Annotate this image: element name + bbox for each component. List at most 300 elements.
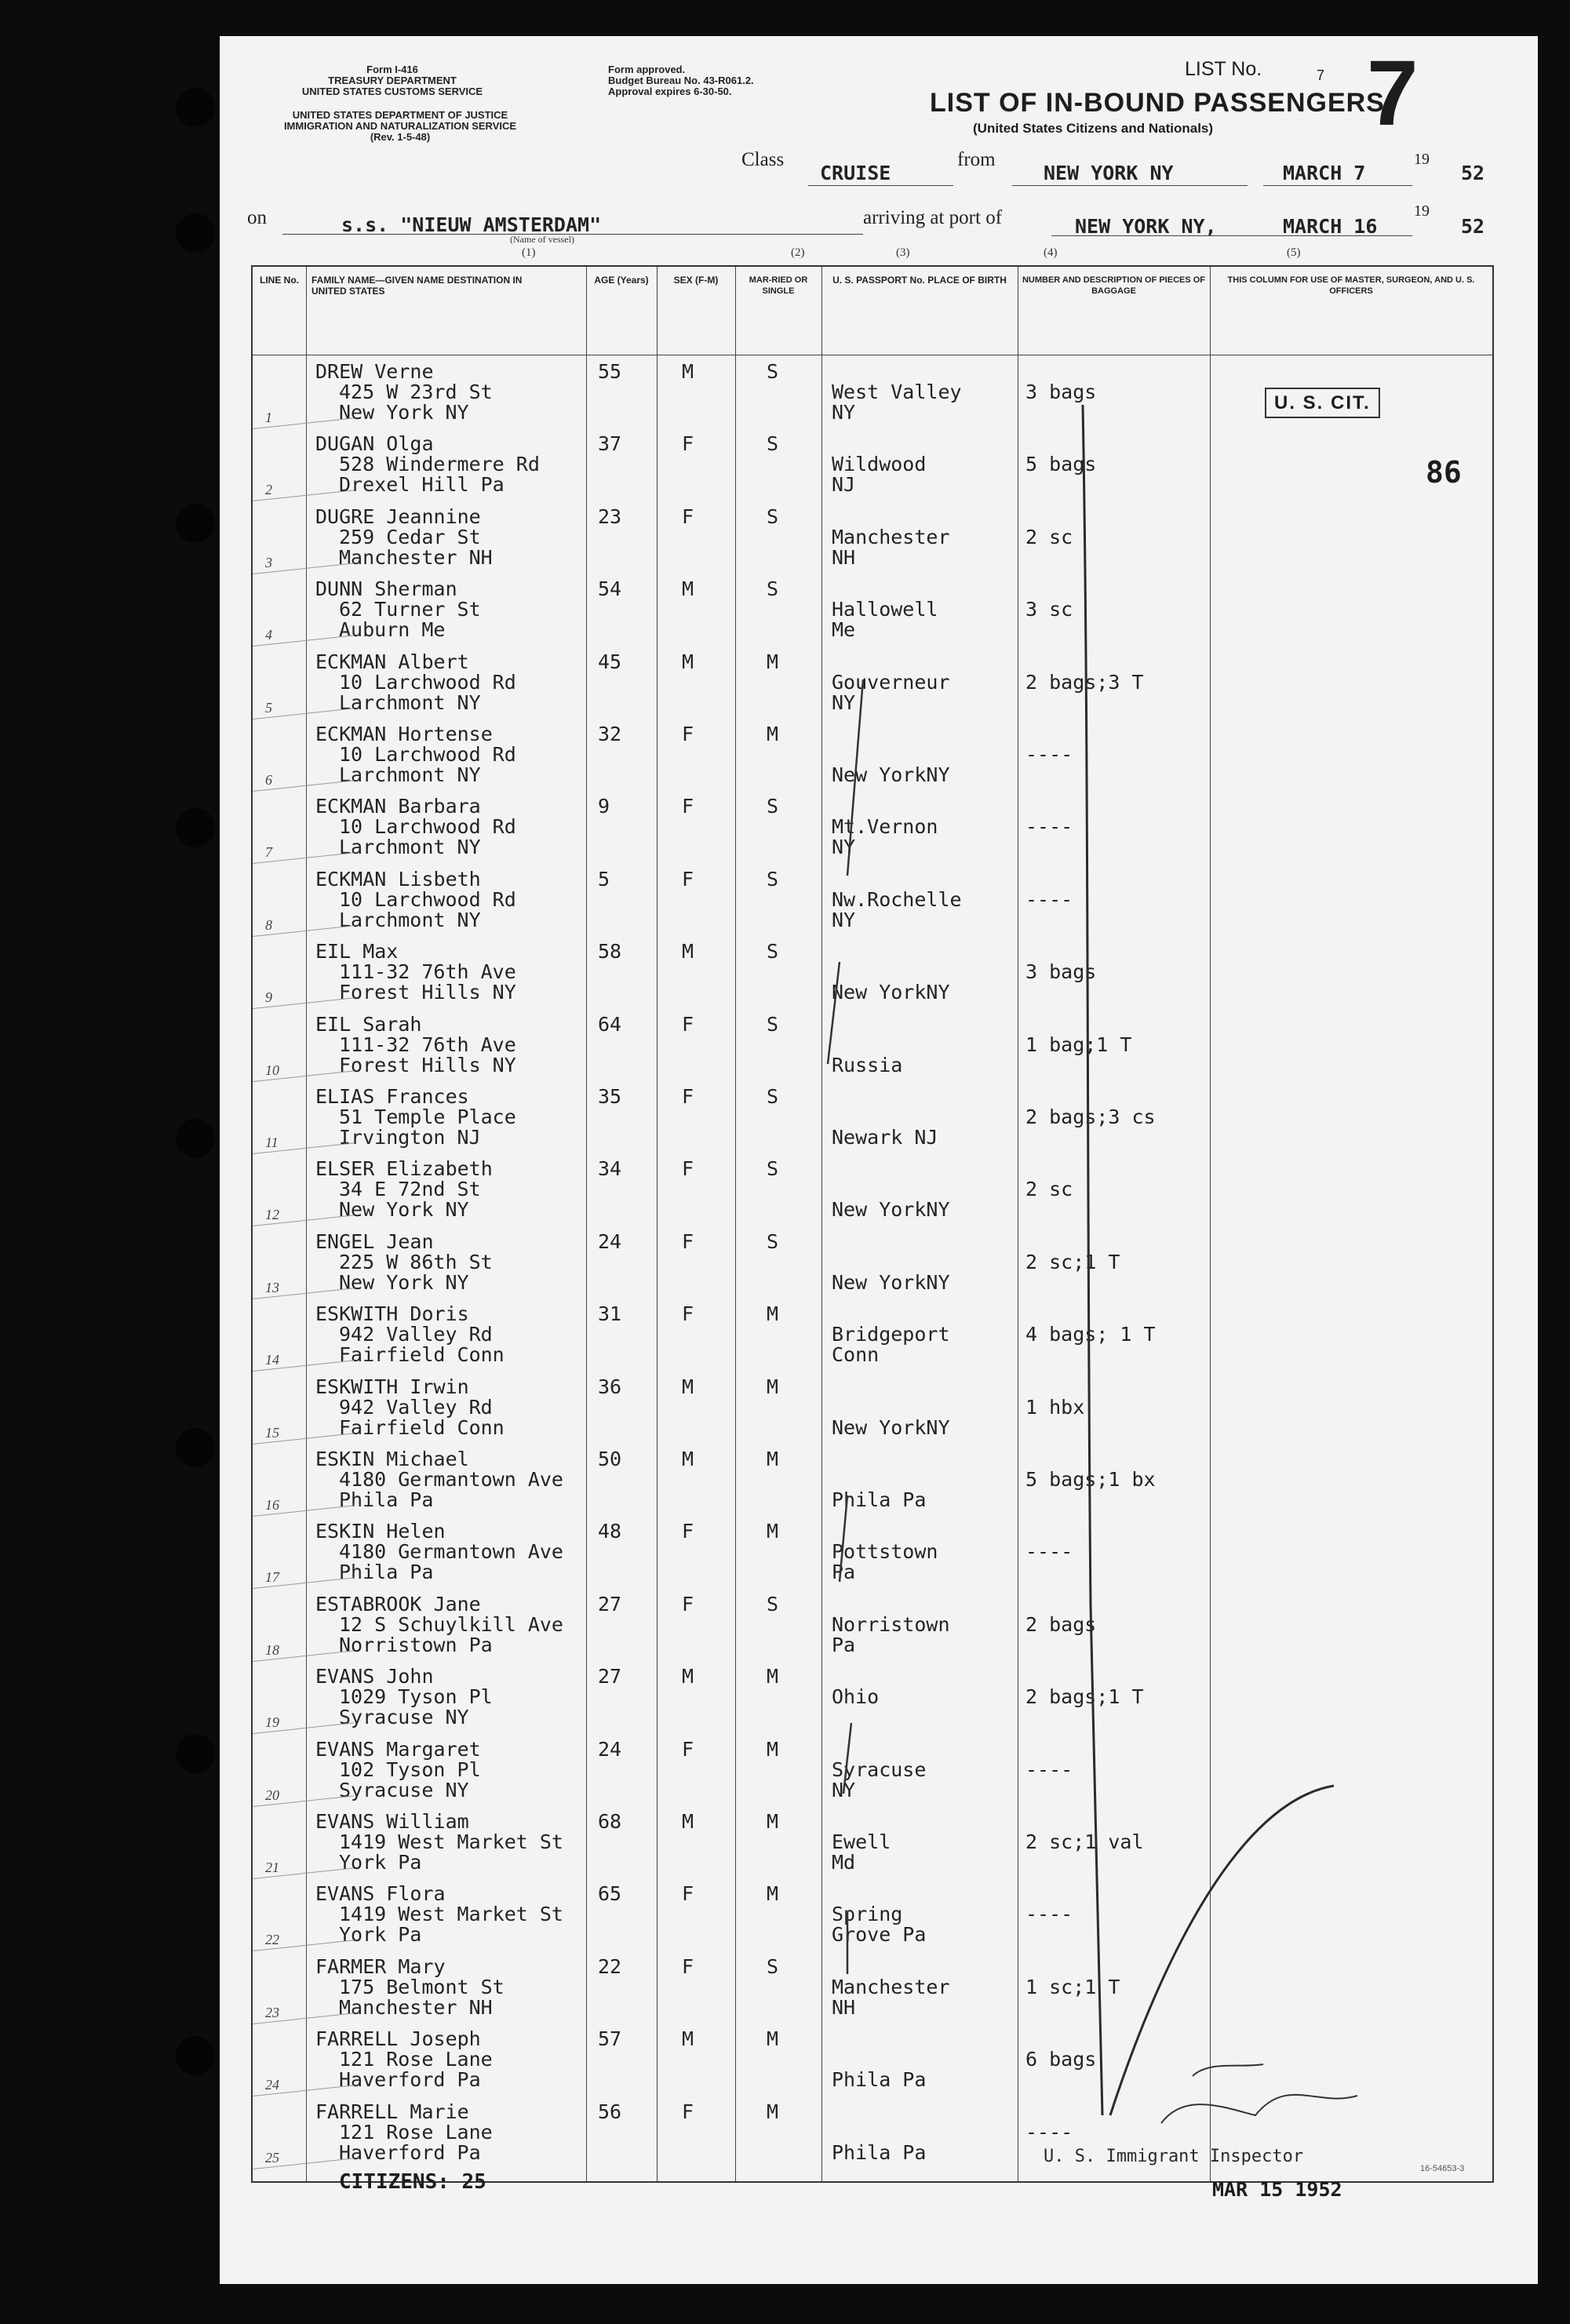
birth-place-line2: NY bbox=[832, 836, 856, 859]
sex-value: F bbox=[682, 1302, 694, 1326]
line-number: 15 bbox=[265, 1424, 279, 1441]
address-city: Haverford Pa bbox=[339, 2140, 481, 2164]
line-number: 6 bbox=[265, 772, 272, 788]
line-number: 4 bbox=[265, 627, 272, 643]
address-city: York Pa bbox=[339, 1851, 422, 1874]
baggage-description: 1 sc;1 T bbox=[1025, 1975, 1120, 1998]
baggage-description: 2 sc bbox=[1025, 525, 1073, 548]
passenger-name: ESTABROOK Jane bbox=[315, 1592, 481, 1616]
column-header-baggage: NUMBER AND DESCRIPTION OF PIECES OF BAGGAGE bbox=[1022, 275, 1206, 296]
birth-place: Bridgeport bbox=[832, 1323, 950, 1346]
birth-place-line2: NY bbox=[832, 1778, 856, 1801]
form-approved: Form approved. bbox=[608, 64, 686, 75]
marital-status: M bbox=[767, 1737, 779, 1761]
baggage-description: 1 bag;1 T bbox=[1025, 1033, 1132, 1056]
birth-place-line2: New YorkNY bbox=[832, 981, 950, 1004]
treasury-department: TREASURY DEPARTMENT bbox=[328, 75, 457, 86]
address-city: Auburn Me bbox=[339, 618, 446, 642]
passenger-name: ECKMAN Hortense bbox=[315, 723, 493, 745]
sex-value: F bbox=[682, 505, 694, 528]
column-number-3: (3) bbox=[896, 246, 910, 259]
baggage-description: ---- bbox=[1025, 1903, 1073, 1926]
marital-status: M bbox=[767, 1665, 779, 1688]
baggage-description: 2 bags;1 T bbox=[1025, 1685, 1144, 1709]
family-bracket-eckman bbox=[847, 679, 863, 876]
citizens-total: CITIZENS: 25 bbox=[339, 2170, 486, 2194]
birth-place-line2: New YorkNY bbox=[832, 763, 950, 786]
baggage-description: ---- bbox=[1025, 815, 1073, 839]
line-number: 23 bbox=[265, 2004, 279, 2020]
address-street: 121 Rose Lane bbox=[339, 2120, 493, 2144]
address-city: Manchester NH bbox=[339, 545, 493, 569]
line-number: 5 bbox=[265, 699, 272, 716]
birth-place-line2: NH bbox=[832, 1995, 856, 2019]
address-street: 10 Larchwood Rd bbox=[339, 815, 516, 839]
birth-place: Spring bbox=[832, 1903, 903, 1926]
birth-place: West Valley bbox=[832, 381, 962, 403]
birth-place: Pottstown bbox=[832, 1540, 938, 1564]
address-city: York Pa bbox=[339, 1923, 422, 1947]
inspector-initials bbox=[1193, 2064, 1263, 2076]
address-city: Phila Pa bbox=[339, 1561, 434, 1584]
address-city: Haverford Pa bbox=[339, 2068, 481, 2092]
on-label: on bbox=[247, 207, 267, 228]
birth-place: Gouverneur bbox=[832, 670, 950, 694]
address-city: Forest Hills NY bbox=[339, 1053, 516, 1076]
sex-value: M bbox=[682, 650, 694, 673]
birth-place-line2: New YorkNY bbox=[832, 1198, 950, 1222]
line-number: 3 bbox=[265, 554, 272, 570]
line-number: 2 bbox=[265, 482, 272, 498]
punch-hole bbox=[176, 1428, 215, 1467]
column-number-2: (2) bbox=[791, 246, 805, 259]
passenger-name: DUGAN Olga bbox=[315, 432, 434, 456]
class-label: Class bbox=[741, 149, 785, 170]
form-code: 16-54653-3 bbox=[1420, 2164, 1465, 2173]
age-value: 45 bbox=[598, 650, 622, 673]
sex-value: F bbox=[682, 1592, 694, 1616]
age-value: 36 bbox=[598, 1375, 622, 1398]
baggage-description: 2 sc;1 val bbox=[1025, 1830, 1144, 1853]
passenger-name: ESKIN Michael bbox=[315, 1448, 469, 1470]
punch-hole bbox=[176, 1119, 215, 1158]
address-street: 121 Rose Lane bbox=[339, 2048, 493, 2071]
marital-status: M bbox=[767, 1882, 779, 1906]
marital-status: M bbox=[767, 723, 779, 745]
sex-value: F bbox=[682, 867, 694, 891]
address-city: Larchmont NY bbox=[339, 908, 481, 931]
marital-status: S bbox=[767, 360, 779, 383]
birth-place: Manchester bbox=[832, 525, 950, 548]
line-number: 14 bbox=[265, 1352, 279, 1368]
age-value: 31 bbox=[598, 1302, 622, 1326]
address-city: Larchmont NY bbox=[339, 763, 481, 786]
age-value: 54 bbox=[598, 577, 622, 601]
sex-value: F bbox=[682, 1954, 694, 1978]
line-number: 19 bbox=[265, 1714, 279, 1731]
handwritten-marks bbox=[220, 36, 1538, 2284]
age-value: 23 bbox=[598, 505, 622, 528]
passenger-name: ECKMAN Barbara bbox=[315, 795, 481, 818]
arrival-year: 52 bbox=[1461, 215, 1485, 238]
age-value: 37 bbox=[598, 432, 622, 456]
sex-value: F bbox=[682, 1882, 694, 1906]
passenger-name: FARRELL Marie bbox=[315, 2100, 469, 2123]
column-header-age: AGE (Years) bbox=[594, 275, 649, 286]
sex-value: F bbox=[682, 1012, 694, 1036]
marital-status: S bbox=[767, 940, 779, 963]
address-street: 1029 Tyson Pl bbox=[339, 1685, 493, 1709]
age-value: 50 bbox=[598, 1448, 622, 1470]
birth-place: Manchester bbox=[832, 1975, 950, 1998]
age-value: 57 bbox=[598, 2027, 622, 2051]
birth-place: Wildwood bbox=[832, 453, 927, 476]
address-street: 942 Valley Rd bbox=[339, 1323, 493, 1346]
arrival-port: NEW YORK NY, bbox=[1075, 215, 1217, 238]
baggage-description: 3 bags bbox=[1025, 960, 1097, 984]
marital-status: M bbox=[767, 2027, 779, 2051]
vessel-caption: (Name of vessel) bbox=[510, 234, 574, 245]
marital-status: M bbox=[767, 1448, 779, 1470]
age-value: 9 bbox=[598, 795, 610, 818]
line-number: 10 bbox=[265, 1062, 279, 1078]
passenger-name: ENGEL Jean bbox=[315, 1229, 434, 1253]
baggage-description: 2 bags bbox=[1025, 1612, 1097, 1636]
passenger-name: ELIAS Frances bbox=[315, 1085, 469, 1108]
birth-place: Hallowell bbox=[832, 598, 938, 621]
marital-status: S bbox=[767, 795, 779, 818]
line-number: 13 bbox=[265, 1279, 279, 1295]
line-number: 22 bbox=[265, 1932, 279, 1948]
column-header-passport: U. S. PASSPORT No. PLACE OF BIRTH bbox=[832, 275, 1007, 286]
arrival-date: MARCH 16 bbox=[1283, 215, 1378, 238]
marital-status: M bbox=[767, 1375, 779, 1398]
baggage-description: 2 bags;3 cs bbox=[1025, 1106, 1156, 1128]
birth-place-line2: New YorkNY bbox=[832, 1415, 950, 1439]
age-value: 56 bbox=[598, 2100, 622, 2123]
passenger-name: ESKWITH Irwin bbox=[315, 1375, 469, 1398]
age-value: 22 bbox=[598, 1954, 622, 1978]
age-value: 64 bbox=[598, 1012, 622, 1036]
address-street: 12 S Schuylkill Ave bbox=[339, 1612, 563, 1636]
birth-place-line2: Md bbox=[832, 1851, 856, 1874]
departure-year: 52 bbox=[1461, 162, 1485, 184]
baggage-description: 4 bags; 1 T bbox=[1025, 1323, 1156, 1346]
line-number: 20 bbox=[265, 1787, 279, 1803]
baggage-description: 2 sc bbox=[1025, 1178, 1073, 1201]
birth-place: Mt.Vernon bbox=[832, 815, 938, 839]
passenger-name: DREW Verne bbox=[315, 360, 434, 383]
passenger-name: ECKMAN Albert bbox=[315, 650, 469, 673]
family-bracket-evans bbox=[843, 1723, 851, 1794]
inspection-date-stamp: MAR 15 1952 bbox=[1212, 2178, 1342, 2201]
sex-value: M bbox=[682, 577, 694, 601]
age-value: 5 bbox=[598, 867, 610, 891]
birth-place-line2: Phila Pa bbox=[832, 1488, 927, 1511]
punch-hole bbox=[176, 2036, 215, 2075]
address-city: Forest Hills NY bbox=[339, 981, 516, 1004]
line-number: 24 bbox=[265, 2077, 279, 2093]
sex-value: F bbox=[682, 1085, 694, 1108]
age-value: 68 bbox=[598, 1810, 622, 1833]
passenger-name: FARRELL Joseph bbox=[315, 2027, 481, 2051]
address-city: Norristown Pa bbox=[339, 1633, 493, 1656]
address-street: 1419 West Market St bbox=[339, 1903, 563, 1926]
line-number: 17 bbox=[265, 1569, 279, 1586]
list-number-large: 7 bbox=[1367, 42, 1419, 145]
marital-status: M bbox=[767, 1520, 779, 1543]
sex-value: M bbox=[682, 1810, 694, 1833]
departure-date: MARCH 7 bbox=[1283, 162, 1366, 184]
line-number: 11 bbox=[265, 1135, 279, 1150]
address-city: New York NY bbox=[339, 1198, 469, 1222]
address-street: 51 Temple Place bbox=[339, 1106, 516, 1128]
column-header-name: FAMILY NAME—GIVEN NAME DESTINATION IN UNITED STATES bbox=[311, 275, 523, 297]
passenger-name: EVANS William bbox=[315, 1810, 469, 1833]
sex-value: M bbox=[682, 360, 694, 383]
passenger-name: ELSER Elizabeth bbox=[315, 1157, 493, 1181]
age-value: 34 bbox=[598, 1157, 622, 1181]
address-city: Syracuse NY bbox=[339, 1706, 469, 1729]
address-city: Syracuse NY bbox=[339, 1778, 469, 1801]
age-value: 58 bbox=[598, 940, 622, 963]
column-number-1: (1) bbox=[522, 246, 536, 259]
address-street: 10 Larchwood Rd bbox=[339, 743, 516, 766]
baggage-description: 5 bags;1 bx bbox=[1025, 1468, 1156, 1491]
page-annotation: 86 bbox=[1426, 455, 1462, 490]
passenger-name: DUNN Sherman bbox=[315, 577, 457, 601]
family-bracket-eil bbox=[828, 962, 840, 1064]
address-city: Irvington NJ bbox=[339, 1126, 481, 1149]
age-value: 55 bbox=[598, 360, 622, 383]
baggage-description: ---- bbox=[1025, 1540, 1073, 1564]
department-of-justice: UNITED STATES DEPARTMENT OF JUSTICE bbox=[292, 109, 508, 121]
birth-place-line2: NJ bbox=[832, 473, 856, 497]
address-street: 62 Turner St bbox=[339, 598, 481, 621]
passenger-name: FARMER Mary bbox=[315, 1954, 446, 1978]
sex-value: F bbox=[682, 723, 694, 745]
address-street: 4180 Germantown Ave bbox=[339, 1468, 563, 1491]
marital-status: S bbox=[767, 1157, 779, 1181]
birth-place: Nw.Rochelle bbox=[832, 887, 962, 911]
birth-place-line2: Newark NJ bbox=[832, 1126, 938, 1149]
column-header-married: MAR-RIED OR SINGLE bbox=[749, 275, 808, 296]
baggage-description: ---- bbox=[1025, 2120, 1073, 2144]
birth-place-line2: Russia bbox=[832, 1053, 903, 1076]
address-street: 942 Valley Rd bbox=[339, 1395, 493, 1419]
passenger-name: EIL Max bbox=[315, 940, 399, 963]
baggage-description: 1 hbx bbox=[1025, 1395, 1085, 1419]
address-street: 10 Larchwood Rd bbox=[339, 887, 516, 911]
sex-value: F bbox=[682, 795, 694, 818]
address-city: Phila Pa bbox=[339, 1488, 434, 1511]
birth-place-line2: Me bbox=[832, 618, 856, 642]
address-city: Fairfield Conn bbox=[339, 1415, 505, 1439]
page-subtitle: (United States Citizens and Nationals) bbox=[973, 121, 1214, 136]
passenger-name: DUGRE Jeannine bbox=[315, 505, 481, 528]
sex-value: F bbox=[682, 2100, 694, 2123]
address-city: New York NY bbox=[339, 1270, 469, 1294]
departure-port: NEW YORK NY bbox=[1044, 162, 1174, 184]
address-street: 111-32 76th Ave bbox=[339, 1033, 516, 1056]
marital-status: S bbox=[767, 1229, 779, 1253]
marital-status: S bbox=[767, 577, 779, 601]
sex-value: M bbox=[682, 1665, 694, 1688]
column-number-5: (5) bbox=[1287, 246, 1301, 259]
address-street: 225 W 86th St bbox=[339, 1250, 493, 1273]
birth-place-line2: NH bbox=[832, 545, 856, 569]
punch-hole bbox=[176, 88, 215, 127]
birth-place: Ohio bbox=[832, 1685, 880, 1709]
passenger-name: EVANS Margaret bbox=[315, 1737, 481, 1761]
marital-status: S bbox=[767, 1085, 779, 1108]
form-revision: (Rev. 1-5-48) bbox=[370, 131, 431, 143]
passenger-name: ECKMAN Lisbeth bbox=[315, 867, 481, 891]
sex-value: M bbox=[682, 1375, 694, 1398]
officer-check-line bbox=[1083, 405, 1102, 2115]
column-number-4: (4) bbox=[1044, 246, 1058, 259]
from-label: from bbox=[957, 149, 996, 170]
address-city: Larchmont NY bbox=[339, 690, 481, 714]
birth-place-line2: Pa bbox=[832, 1633, 856, 1656]
birth-place-line2: Grove Pa bbox=[832, 1923, 927, 1947]
address-street: 425 W 23rd St bbox=[339, 381, 493, 403]
inspector-signature bbox=[1161, 2095, 1357, 2123]
passenger-name: EVANS John bbox=[315, 1665, 434, 1688]
marital-status: S bbox=[767, 867, 779, 891]
baggage-description: 2 sc;1 T bbox=[1025, 1250, 1120, 1273]
birth-place-line2: New YorkNY bbox=[832, 1270, 950, 1294]
birth-place-line2: NY bbox=[832, 690, 856, 714]
sex-value: M bbox=[682, 2027, 694, 2051]
manifest-sheet bbox=[220, 36, 1538, 2284]
age-value: 24 bbox=[598, 1229, 622, 1253]
sex-value: F bbox=[682, 1520, 694, 1543]
column-header-line-no: LINE No. bbox=[260, 275, 299, 286]
family-bracket-eskin bbox=[840, 1495, 847, 1582]
passenger-name: EIL Sarah bbox=[315, 1012, 422, 1036]
sex-value: F bbox=[682, 1229, 694, 1253]
marital-status: S bbox=[767, 505, 779, 528]
punch-hole bbox=[176, 504, 215, 543]
line-number: 9 bbox=[265, 989, 272, 1006]
birth-place: Syracuse bbox=[832, 1758, 927, 1781]
age-value: 35 bbox=[598, 1085, 622, 1108]
inspector-title: U. S. Immigrant Inspector bbox=[1044, 2147, 1304, 2166]
baggage-description: 3 sc bbox=[1025, 598, 1073, 621]
vessel-name: s.s. "NIEUW AMSTERDAM" bbox=[341, 213, 602, 236]
passenger-name: ESKWITH Doris bbox=[315, 1302, 469, 1326]
arriving-label: arriving at port of bbox=[863, 207, 1003, 228]
immigration-service: IMMIGRATION AND NATURALIZATION SERVICE bbox=[283, 120, 517, 132]
marital-status: S bbox=[767, 432, 779, 456]
line-number: 18 bbox=[265, 1641, 279, 1658]
punch-hole bbox=[176, 808, 215, 847]
baggage-description: 5 bags bbox=[1025, 453, 1097, 476]
marital-status: S bbox=[767, 1592, 779, 1616]
marital-status: S bbox=[767, 1954, 779, 1978]
birth-place-line2: NY bbox=[832, 908, 856, 931]
marital-status: M bbox=[767, 650, 779, 673]
birth-place-line2: NY bbox=[832, 401, 856, 424]
form-id: Form I-416 bbox=[366, 64, 418, 75]
age-value: 65 bbox=[598, 1882, 622, 1906]
line-number: 8 bbox=[265, 916, 272, 933]
sex-value: F bbox=[682, 1157, 694, 1181]
punch-hole bbox=[176, 1734, 215, 1773]
address-street: 528 Windermere Rd bbox=[339, 453, 540, 476]
customs-service: UNITED STATES CUSTOMS SERVICE bbox=[301, 86, 483, 97]
list-number-small: 7 bbox=[1317, 67, 1325, 83]
address-street: 4180 Germantown Ave bbox=[339, 1540, 563, 1564]
address-city: Drexel Hill Pa bbox=[339, 473, 505, 497]
sex-value: F bbox=[682, 1737, 694, 1761]
class-value: CRUISE bbox=[820, 162, 891, 184]
address-city: Fairfield Conn bbox=[339, 1343, 505, 1367]
baggage-description: ---- bbox=[1025, 1758, 1073, 1781]
birth-place-line2: Pa bbox=[832, 1561, 856, 1584]
line-number: 12 bbox=[265, 1207, 279, 1223]
age-value: 24 bbox=[598, 1737, 622, 1761]
address-street: 175 Belmont St bbox=[339, 1975, 505, 1998]
birth-place-line2: Conn bbox=[832, 1343, 880, 1367]
address-city: Larchmont NY bbox=[339, 836, 481, 859]
marital-status: M bbox=[767, 2100, 779, 2123]
birth-place-line2: Phila Pa bbox=[832, 2068, 927, 2092]
sex-value: M bbox=[682, 1448, 694, 1470]
address-street: 259 Cedar St bbox=[339, 525, 481, 548]
punch-hole bbox=[176, 213, 215, 253]
column-header-sex: SEX (F-M) bbox=[673, 275, 719, 286]
address-city: Manchester NH bbox=[339, 1995, 493, 2019]
birth-place: Ewell bbox=[832, 1830, 891, 1853]
arrival-year-prefix: 19 bbox=[1414, 202, 1430, 220]
passenger-name: ESKIN Helen bbox=[315, 1520, 446, 1543]
baggage-description: ---- bbox=[1025, 887, 1073, 911]
address-street: 1419 West Market St bbox=[339, 1830, 563, 1853]
budget-bureau-number: Budget Bureau No. 43-R061.2. bbox=[608, 75, 754, 86]
sex-value: M bbox=[682, 940, 694, 963]
passenger-name: EVANS Flora bbox=[315, 1882, 446, 1906]
age-value: 48 bbox=[598, 1520, 622, 1543]
marital-status: M bbox=[767, 1810, 779, 1833]
line-number: 16 bbox=[265, 1497, 279, 1513]
address-street: 111-32 76th Ave bbox=[339, 960, 516, 984]
sex-value: F bbox=[682, 432, 694, 456]
list-number-label: LIST No. bbox=[1185, 58, 1262, 80]
age-value: 27 bbox=[598, 1665, 622, 1688]
age-value: 27 bbox=[598, 1592, 622, 1616]
line-number: 25 bbox=[265, 2149, 279, 2166]
address-street: 34 E 72nd St bbox=[339, 1178, 481, 1201]
column-header-officers: THIS COLUMN FOR USE OF MASTER, SURGEON, AND U. S. OFFICERS bbox=[1227, 275, 1475, 296]
baggage-description: 3 bags bbox=[1025, 381, 1097, 403]
baggage-description: 6 bags bbox=[1025, 2048, 1097, 2071]
marital-status: M bbox=[767, 1302, 779, 1326]
page-title: LIST OF IN-BOUND PASSENGERS bbox=[930, 88, 1385, 118]
address-street: 10 Larchwood Rd bbox=[339, 670, 516, 694]
birth-place: Norristown bbox=[832, 1612, 950, 1636]
us-citizen-stamp-text: U. S. CIT. bbox=[1265, 388, 1380, 418]
line-number: 7 bbox=[265, 844, 272, 861]
address-street: 102 Tyson Pl bbox=[339, 1758, 481, 1781]
departure-year-prefix: 19 bbox=[1414, 151, 1430, 168]
approval-expiry: Approval expires 6-30-50. bbox=[608, 86, 732, 97]
birth-place-line2: Phila Pa bbox=[832, 2140, 927, 2164]
baggage-description: 2 bags;3 T bbox=[1025, 670, 1144, 694]
address-city: New York NY bbox=[339, 401, 469, 424]
age-value: 32 bbox=[598, 723, 622, 745]
